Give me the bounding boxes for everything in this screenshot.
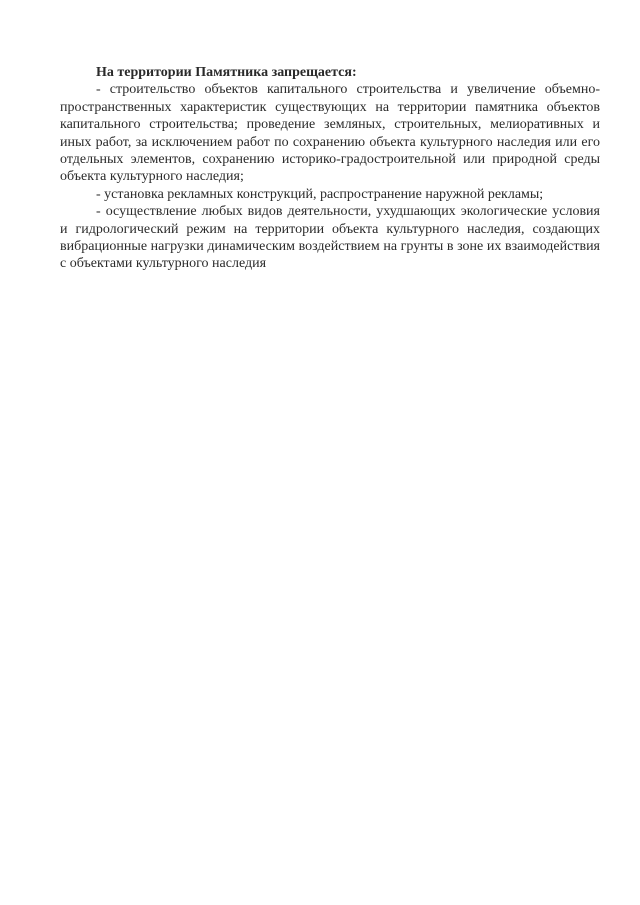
section-heading: На территории Памятника запрещается: xyxy=(96,65,357,80)
document-page xyxy=(60,64,600,273)
prohibition-item-advertising: - установка рекламных конструкций, распространение наружной рекламы; xyxy=(96,186,544,202)
prohibition-item-construction: - строительство объектов капитального строительства и увеличение объемно-пространственных характеристик существующих на территории памятника объектов капитального строительства; проведение земляных, строительных, мелиоративных и иных работ, за исключением работ по сохранению объекта культурного наследия или его отдельных элементов, сохранению историко-градостроительной или природной среды объекта культурного наследия; xyxy=(60,82,600,185)
prohibition-item-ecology: - осуществление любых видов деятельности, ухудшающих экологические условия и гидрологический режим на территории объекта культурного наследия, создающих вибрационные нагрузки динамическим воздействием на грунты в зоне их взаимодействия с объектами культурного наследия xyxy=(60,204,600,272)
